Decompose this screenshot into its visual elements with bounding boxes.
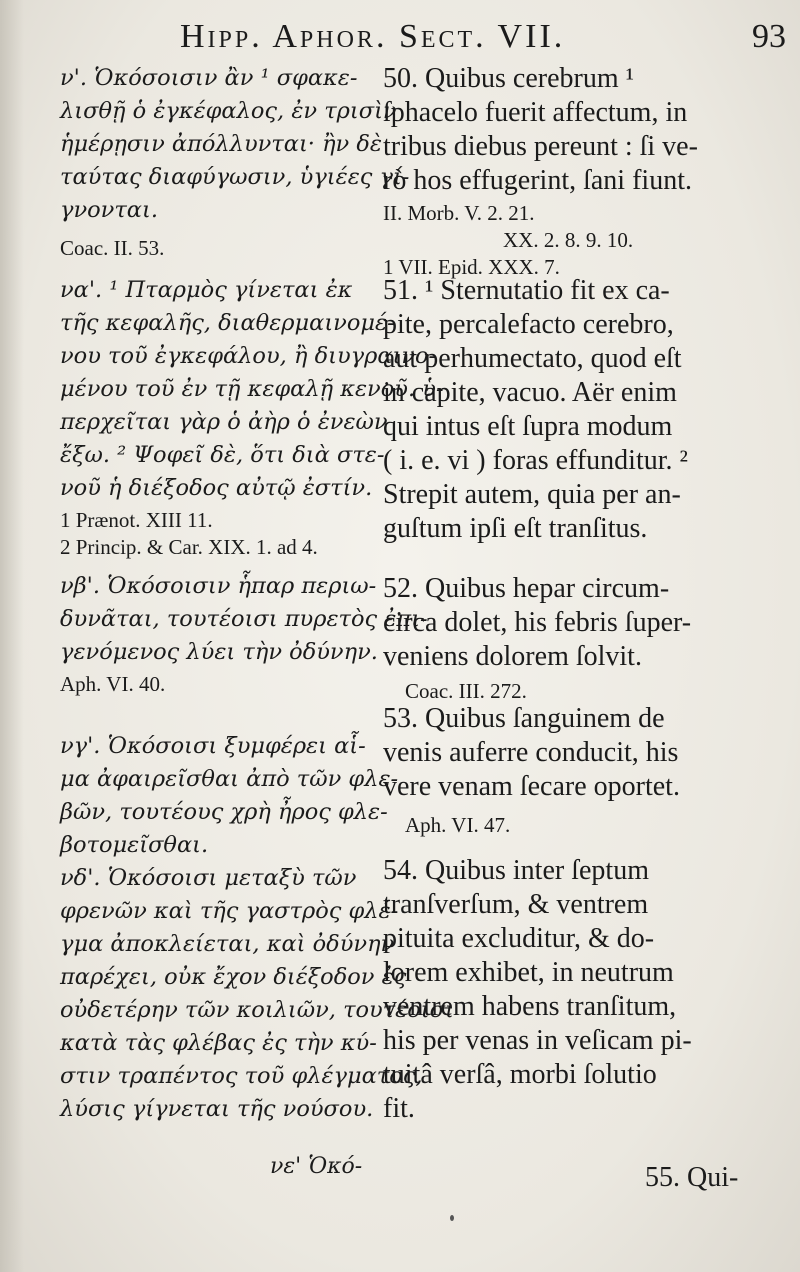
text-line: Strepit autem, quia per an- (383, 479, 681, 510)
text-line: νου τοῦ ἐγκεφάλου, ἢ διυγραινο- (60, 343, 437, 369)
text-line: 50. Quibus cerebrum ¹ (383, 63, 635, 94)
text-line: aut perhumectato, quod eſt (383, 343, 682, 374)
text-line: τῆς κεφαλῆς, διαθερμαινομέ- (60, 310, 395, 336)
text-line: βοτομεῖσθαι. (60, 832, 209, 858)
text-line: παρέχει, οὐκ ἔχον διέξοδον ἐς (60, 964, 407, 990)
text-line: ( i. e. vi ) foras effunditur. ² (383, 445, 688, 476)
text-line: pite, percalefacto cerebro, (383, 309, 674, 340)
latin-column (383, 62, 783, 1242)
page-number: 93 (752, 18, 786, 55)
text-line: tranſverſum, & ventrem (383, 889, 649, 920)
latin-aphorism-50 (383, 62, 783, 281)
text-line: pituita excluditur, & do- (383, 923, 655, 954)
cross-reference: 1 Prænot. XIII 11. (60, 508, 213, 532)
text-line: in capite, vacuo. Aër enim (383, 377, 677, 408)
text-line: tribus diebus pereunt : ſi ve- (383, 131, 698, 162)
latin-aphorism-51 (383, 274, 783, 546)
latin-catchword: 55. Qui- (645, 1162, 739, 1193)
greek-aphorism-52 (60, 570, 428, 698)
text-line: λύσις γίγνεται τῆς νούσου. (60, 1096, 374, 1122)
latin-aphorism-54 (383, 854, 783, 1126)
cross-reference: 1 VII. Epid. XXX. 7. (383, 255, 560, 279)
text-line: guſtum ipſi eſt tranſitus. (383, 513, 648, 544)
text-line: 54. Quibus inter ſeptum (383, 855, 649, 886)
greek-aphorism-50 (60, 62, 410, 262)
text-line: veniens dolorem ſolvit. (383, 641, 642, 672)
cross-reference: Aph. VI. 47. (405, 813, 511, 837)
page-spine-shadow (0, 0, 24, 1272)
text-line: λισθῇ ὁ ἐγκέφαλος, ἐν τρισὶν (60, 98, 397, 124)
text-line: ventrem habens tranſitum, (383, 991, 677, 1022)
text-line: fit. (383, 1093, 415, 1124)
text-line: περχεῖται γὰρ ὁ ἀὴρ ὁ ἐνεὼν (60, 409, 388, 435)
cross-reference: Aph. VI. 40. (60, 672, 166, 696)
text-line: δυνᾶται, τουτέοισι πυρετὸς ἐπι- (60, 606, 428, 632)
text-line: tuitâ verſâ, morbi ſolutio (383, 1059, 657, 1090)
greek-catchword: νε' Ὁκό- (270, 1154, 363, 1179)
text-line: qui intus eſt ſupra modum (383, 411, 673, 442)
cross-reference: 2 Princip. & Car. XIX. 1. ad 4. (60, 535, 318, 559)
text-line: ταύτας διαφύγωσιν, ὑγιέες γί- (60, 164, 410, 190)
latin-aphorism-52 (383, 572, 783, 705)
cross-reference: XX. 2. 8. 9. 10. (503, 228, 634, 252)
text-line: 53. Quibus ſanguinem de (383, 703, 665, 734)
text-line: στιν τραπέντος τοῦ φλέγματος, (60, 1063, 423, 1089)
text-line: circa dolet, his febris ſuper- (383, 607, 692, 638)
text-line: ἡμέρῃσιν ἀπόλλυνται· ἢν δὲ (60, 131, 382, 157)
text-line: lorem exhibet, in neutrum (383, 957, 674, 988)
text-line: νοῦ ἡ διέξοδος αὐτῷ ἐστίν. (60, 475, 373, 501)
text-line: βῶν, τουτέους χρὴ ἦρος φλε- (60, 799, 388, 825)
running-title: Hipp. Aphor. Sect. VII. (180, 18, 566, 55)
text-line: νβ'. Ὁκόσοισιν ἧπαρ περιω- (60, 573, 377, 599)
ink-speck (450, 1215, 454, 1221)
text-line: μα ἀφαιρεῖσθαι ἀπὸ τῶν φλε- (60, 766, 399, 792)
greek-aphorism-53 (60, 730, 399, 862)
text-line: ſphacelo fuerit affectum, in (383, 97, 688, 128)
cross-reference: Coac. III. 272. (405, 679, 527, 703)
cross-reference: II. Morb. V. 2. 21. (383, 201, 535, 225)
text-line: φρενῶν καὶ τῆς γαστρὸς φλέ- (60, 898, 399, 924)
text-line: γνονται. (60, 197, 158, 223)
text-line: να'. ¹ Πταρμὸς γίνεται ἐκ (60, 277, 353, 303)
text-line: ν'. Ὁκόσοισιν ἂν ¹ σφακε- (60, 65, 358, 91)
text-line: μένου τοῦ ἐν τῇ κεφαλῇ κενοῦ. ὑ- (60, 376, 444, 402)
text-line: venis auferre conducit, his (383, 737, 679, 768)
text-line: νδ'. Ὁκόσοισι μεταξὺ τῶν (60, 865, 357, 891)
text-line: vere venam ſecare oportet. (383, 771, 680, 802)
text-line: ἔξω. ² Ψοφεῖ δὲ, ὅτι διὰ στε- (60, 442, 385, 468)
running-header (0, 14, 800, 60)
text-line: his per venas in veſicam pi- (383, 1025, 692, 1056)
text-line: 51. ¹ Sternutatio fit ex ca- (383, 275, 670, 306)
text-line: νγ'. Ὁκόσοισι ξυμφέρει αἷ- (60, 733, 366, 759)
text-line: γμα ἀποκλείεται, καὶ ὀδύνην (60, 931, 395, 957)
text-line: γενόμενος λύει τὴν ὀδύνην. (60, 639, 378, 665)
latin-aphorism-53 (383, 702, 783, 839)
text-line: κατὰ τὰς φλέβας ἐς τὴν κύ- (60, 1030, 377, 1056)
cross-reference: Coac. II. 53. (60, 236, 165, 260)
text-line: οὐδετέρην τῶν κοιλιῶν, τουτέοισι (60, 997, 454, 1023)
text-line: 52. Quibus hepar circum- (383, 573, 670, 604)
greek-aphorism-51 (60, 274, 444, 561)
text-line: rò hos effugerint, ſani fiunt. (383, 165, 692, 196)
